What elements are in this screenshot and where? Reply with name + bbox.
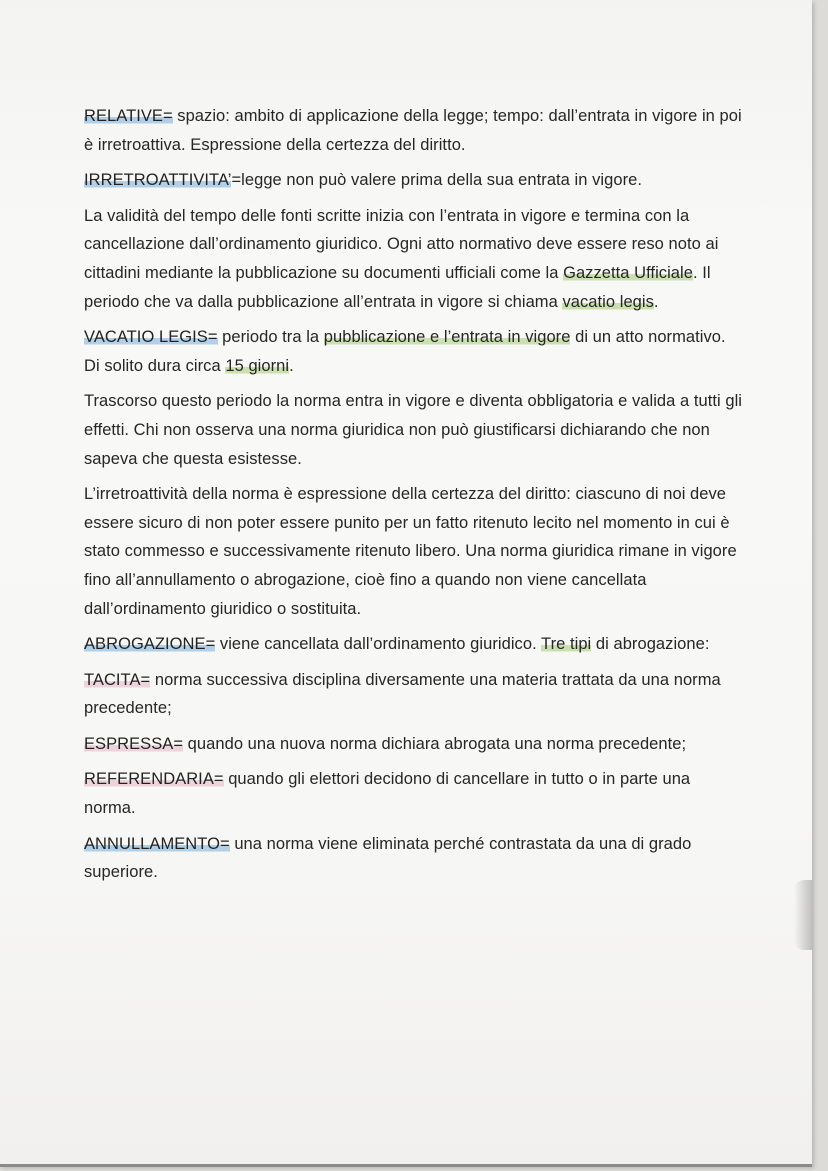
- paragraph-vacatio-text-before: periodo tra la: [217, 328, 324, 347]
- term-abrogazione: ABROGAZIONE=: [84, 635, 216, 654]
- paragraph-validita: [84, 202, 744, 316]
- paragraph-abrogazione: [84, 630, 744, 659]
- paragraph-irretroattivita: [84, 166, 744, 195]
- highlight-tre-tipi: Tre tipi: [541, 635, 592, 654]
- paragraph-validita-text-middle: . Il periodo che va dalla pubblicazione all’entrata in vigore si chiama: [84, 263, 711, 311]
- term-vacatio-legis: VACATIO LEGIS=: [84, 328, 218, 347]
- paragraph-irretroattivita-norma: L’irretroattività della norma è espressione della certezza del diritto: ciascuno di noi deve essere sicuro di non poter essere punito per un fatto ritenuto lecito nel momento in cui è stato commesso e successivamente ritenuto libero. Una norma giuridica rimane in vigore fino all’annullamento o abrogazione, cioè fino a quando non viene cancellata dall’ordinamento giuridico o sostituita.: [84, 485, 737, 618]
- paragraph-tacita-text: norma successiva disciplina diversamente una materia trattata da una norma precedente;: [84, 670, 721, 718]
- paragraph-tacita: [84, 666, 744, 723]
- paragraph-relative-text: spazio: ambito di applicazione della legge; tempo: dall’entrata in vigore in poi è irretroattiva. Espressione della certezza del diritto.: [84, 107, 742, 154]
- paragraph-validita-text-end: .: [653, 292, 659, 311]
- paragraph-abrogazione-text-end: di abrogazione:: [591, 635, 710, 654]
- highlight-vacatio-legis: vacatio legis: [562, 292, 654, 311]
- paragraph-validita-text-before: La validità del tempo delle fonti scritte inizia con l’entrata in vigore e termina con la cancellazione dall’ordinamento giuridico. Ogni atto normativo deve essere reso noto ai cittadini mediante la pubblicazione su documenti ufficiali come la: [84, 206, 719, 282]
- highlight-pubblicazione: pubblicazione e l’entrata in vigore: [323, 328, 571, 347]
- page-fold-shadow: [794, 880, 812, 950]
- paragraph-annullamento-text: una norma viene eliminata perché contrastata da una di grado superiore.: [84, 834, 692, 882]
- highlight-15-giorni: 15 giorni: [225, 356, 290, 375]
- paragraph-espressa-text: quando una nuova norma dichiara abrogata una norma precedente;: [183, 734, 687, 753]
- document-body: [84, 102, 744, 894]
- term-annullamento: ANNULLAMENTO=: [84, 834, 230, 853]
- term-relative: RELATIVE=: [84, 107, 173, 125]
- paragraph-vacatio-text-middle: di un atto normativo. Di solito dura circa: [84, 328, 726, 375]
- paragraph-trascorso: Trascorso questo periodo la norma entra in vigore e diventa obbligatoria e valida a tutti gli effetti. Chi non osserva una norma giuridica non può giustificarsi dichiarando che non sapeva che questa esistesse.: [84, 392, 742, 468]
- page-bottom-edge: [0, 1164, 812, 1167]
- highlight-gazzetta-ufficiale: Gazzetta Ufficiale: [563, 263, 693, 282]
- paragraph-vacatio-text-end: .: [289, 356, 294, 375]
- paragraph-vacatio-legis: [84, 323, 744, 380]
- paragraph-referendaria-text: quando gli elettori decidono di cancellare in tutto o in parte una norma.: [84, 770, 691, 818]
- term-tacita: TACITA=: [84, 670, 151, 689]
- paragraph-annullamento: [84, 830, 744, 887]
- term-irretroattivita: IRRETROATTIVITA’: [84, 171, 232, 190]
- term-espressa: ESPRESSA=: [84, 734, 184, 753]
- paragraph-relative: [84, 102, 744, 159]
- paragraph-abrogazione-text: viene cancellata dall’ordinamento giuridico.: [215, 635, 542, 654]
- paragraph-espressa: [84, 730, 744, 759]
- paragraph-referendaria: [84, 765, 744, 822]
- paragraph-irretroattivita-text: =legge non può valere prima della sua entrata in vigore.: [231, 171, 642, 190]
- term-referendaria: REFERENDARIA=: [84, 770, 224, 789]
